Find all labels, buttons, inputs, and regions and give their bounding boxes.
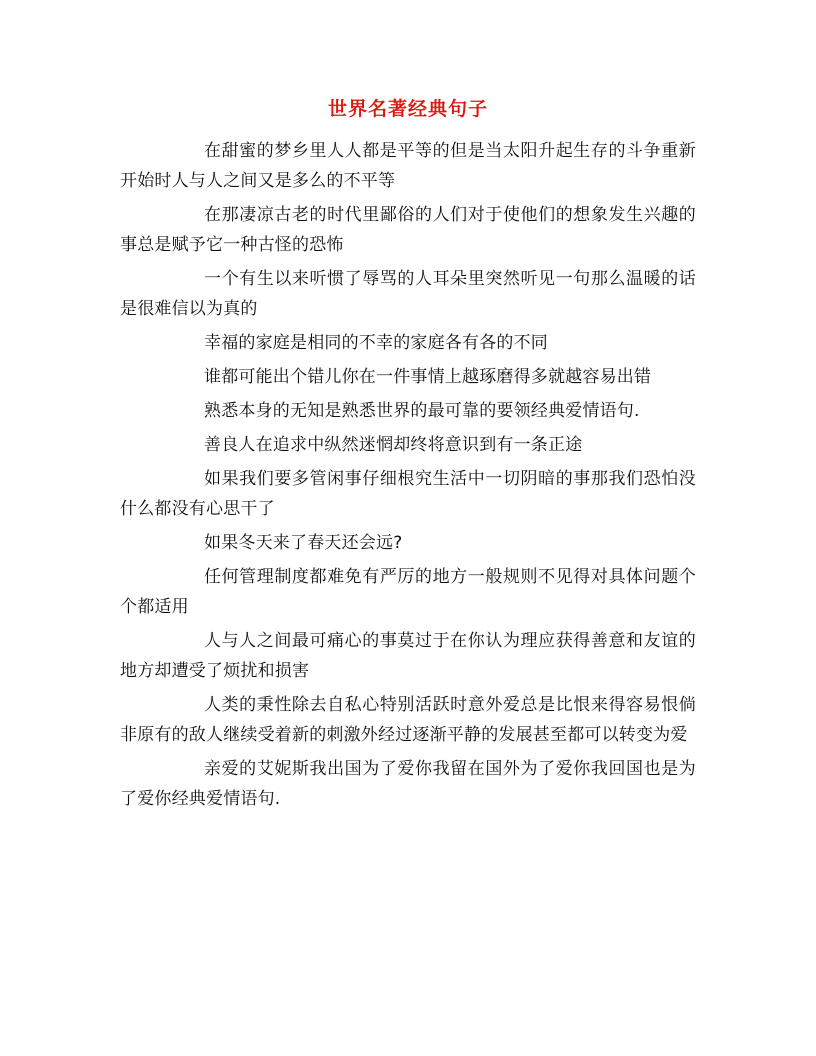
paragraph: 善良人在追求中纵然迷惘却终将意识到有一条正途 [204,435,583,455]
paragraph: 如果我们要多管闲事仔细根究生活中一切阴暗的事那我们恐怕没什么都没有心思干了 [120,469,696,519]
paragraph: 一个有生以来听惯了辱骂的人耳朵里突然听见一句那么温暖的话是很难信以为真的 [120,269,696,319]
paragraph: 人类的秉性除去自私心特别活跃时意外爱总是比恨来得容易恨倘非原有的敌人继续受着新的刺激外经过逐渐平静的发展甚至都可以转变为爱 [120,695,696,745]
paragraph: 熟悉本身的无知是熟悉世界的最可靠的要领经典爱情语句. [204,401,640,421]
paragraph: 如果冬天来了春天还会远? [204,533,403,553]
document-body [120,136,696,818]
document-title: 世界名著经典句子 [327,98,488,120]
paragraph: 幸福的家庭是相同的不幸的家庭各有各的不同 [204,333,548,353]
paragraph: 在那凄凉古老的时代里鄙俗的人们对于使他们的想象发生兴趣的事总是赋予它一种古怪的恐怖 [120,205,696,255]
paragraph: 在甜蜜的梦乡里人人都是平等的但是当太阳升起生存的斗争重新开始时人与人之间又是多么的不平等 [120,141,696,191]
paragraph: 谁都可能出个错儿你在一件事情上越琢磨得多就越容易出错 [204,367,652,387]
paragraph: 任何管理制度都难免有严厉的地方一般规则不见得对具体问题个个都适用 [120,567,696,617]
paragraph: 亲爱的艾妮斯我出国为了爱你我留在国外为了爱你我回国也是为了爱你经典爱情语句. [120,759,696,809]
paragraph: 人与人之间最可痛心的事莫过于在你认为理应获得善意和友谊的地方却遭受了烦扰和损害 [120,631,696,681]
